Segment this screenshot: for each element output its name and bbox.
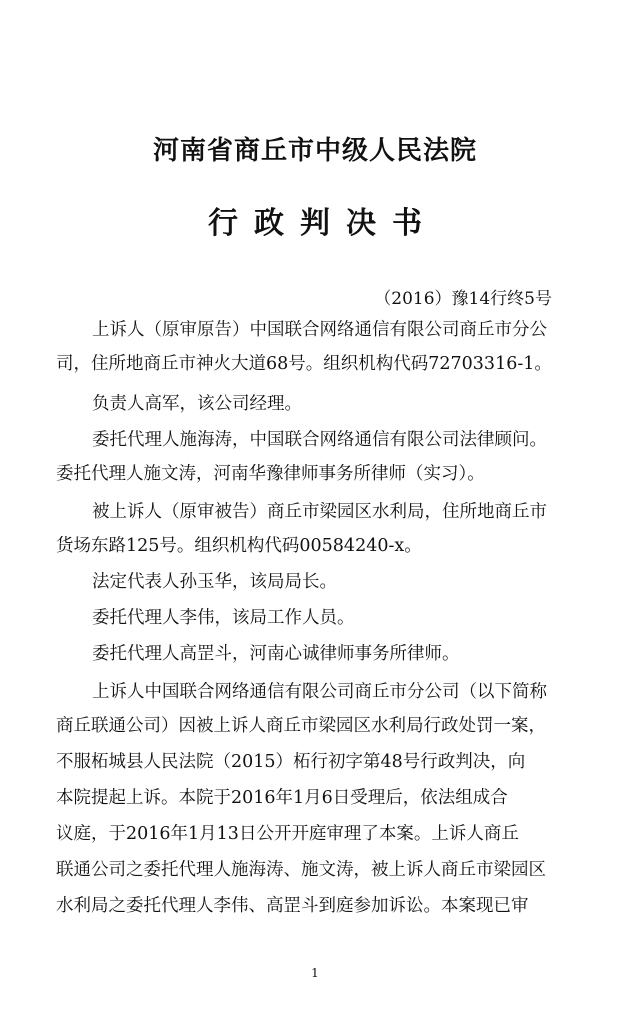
page-number: 1	[311, 966, 319, 980]
case-summary-line-4: 本院提起上诉。本院于2016年1月6日受理后，依法组成合	[56, 788, 508, 808]
case-number: （2016）豫14行终5号	[374, 289, 552, 309]
legal-representative-line: 法定代表人孙玉华，该局局长。	[92, 572, 337, 592]
appellee-agent-2-line: 委托代理人高罡斗，河南心诚律师事务所律师。	[92, 644, 460, 664]
case-summary-line-5: 议庭，于2016年1月13日公开开庭审理了本案。上诉人商丘	[56, 824, 519, 844]
case-summary-line-2: 商丘联通公司）因被上诉人商丘市梁园区水利局行政处罚一案，	[56, 716, 546, 736]
appellee-line-2: 货场东路125号。组织机构代码00584240-x。	[56, 536, 422, 556]
appellant-line-1: 上诉人（原审原告）中国联合网络通信有限公司商丘市分公	[92, 320, 547, 340]
case-summary-line-1: 上诉人中国联合网络通信有限公司商丘市分公司（以下简称	[92, 682, 547, 702]
court-name-heading: 河南省商丘市中级人民法院	[152, 136, 477, 166]
responsible-person-line: 负责人高军，该公司经理。	[92, 394, 302, 414]
appellee-agent-1-line: 委托代理人李伟，该局工作人员。	[92, 608, 355, 628]
appellee-line-1: 被上诉人（原审被告）商丘市梁园区水利局，住所地商丘市	[92, 502, 547, 522]
case-summary-line-7: 水利局之委托代理人李伟、高罡斗到庭参加诉讼。本案现已审	[56, 896, 529, 916]
appellant-agent-1-line: 委托代理人施海涛，中国联合网络通信有限公司法律顾问。	[92, 430, 547, 450]
appellant-agent-2-line: 委托代理人施文涛，河南华豫律师事务所律师（实习）。	[56, 464, 485, 484]
appellant-line-2: 司，住所地商丘市神火大道68号。组织机构代码72703316-1。	[56, 354, 552, 374]
document-type-title: 行政判决书	[208, 206, 438, 241]
case-summary-line-6: 联通公司之委托代理人施海涛、施文涛，被上诉人商丘市梁园区	[56, 860, 546, 880]
case-summary-line-3: 不服柘城县人民法院（2015）柘行初字第48号行政判决，向	[56, 752, 526, 772]
